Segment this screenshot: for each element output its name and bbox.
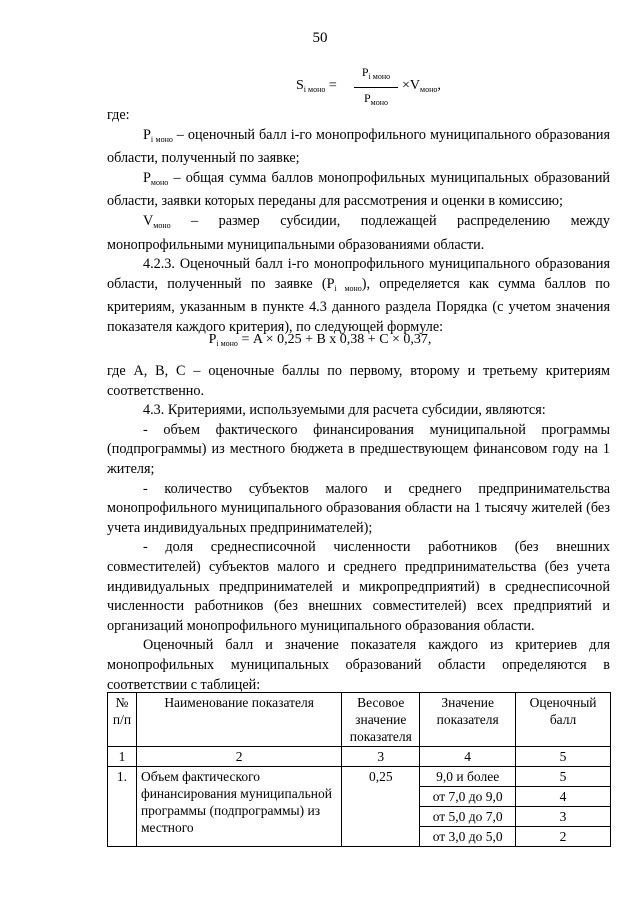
body-text-bottom <box>107 362 610 695</box>
definition-p-i-mono: $P_{i моно}$ – оценочный балл i-го монопрофильного муниципального образования области, полученный по заявке; <box>107 126 610 167</box>
indicator-name: Объем фактического финансирования муниципальной программы (подпрограммы) из местного <box>136 767 341 847</box>
where-label: где: <box>107 107 130 123</box>
formula-numerator: $P_{i моно}$ <box>361 65 391 81</box>
header-value: Значение показателя <box>420 693 516 747</box>
formula-lhs: $S_{i моно}$ = <box>296 78 337 94</box>
indicator-value: 9,0 и более <box>420 767 516 787</box>
criterion-3: - доля среднесписочной численности работников (без внешних совместителей) субъектов малого и среднего предпринимательства (без учета индивидуальных предпринимателей и микропредприятий) в среднесписочной численности работников (без внешних совместителей) всех предприятий и организаций монопрофильного муниципального образования области. <box>107 539 610 634</box>
indicator-weight: 0,25 <box>342 767 420 847</box>
column-number: 3 <box>342 747 420 767</box>
page-number: 50 <box>312 30 328 46</box>
indicator-value: от 3,0 до 5,0 <box>420 827 516 847</box>
paragraph-4-2-3: 4.2.3. Оценочный балл i-го монопрофильного муниципального образования области, полученный по заявке $(P_{i моно})$, определяется как сумма баллов по критериям, указанным в пункте 4.3 данного раздела Порядка (с учетом значения показателя каждого критерия), по следующей формуле: <box>107 256 610 335</box>
criterion-2: - количество субъектов малого и среднего предпринимательства монопрофильного муниципального образования области на 1 тысячу жителей (без учета индивидуальных предпринимателей); <box>107 480 610 536</box>
fraction-line <box>354 87 398 88</box>
paragraph-abc: где A, B, C – оценочные баллы по первому, второму и третьему критериям соответственно. <box>107 363 610 399</box>
indicator-score: 2 <box>516 827 611 847</box>
column-number: 5 <box>516 747 611 767</box>
definition-v-mono: $V_{моно}$ – размер субсидии, подлежащей распределению между монопрофильными муниципальными образованиями области. <box>107 212 610 253</box>
table-number-row <box>108 747 611 767</box>
criterion-1: - объем фактического финансирования муниципальной программы (подпрограммы) из местного бюджета в предшествующем финансовом году на 1 жителя; <box>107 421 610 477</box>
criteria-table <box>107 692 611 847</box>
formula-rhs: $\times V_{моно}$, <box>402 78 441 94</box>
definition-p-mono: $P_{моно}$ – общая сумма баллов монопрофильных муниципальных образований области, заявки которых переданы для рассмотрения и оценки в комиссию; <box>107 169 610 210</box>
header-score: Оценочный балл <box>516 693 611 747</box>
header-name: Наименование показателя <box>136 693 341 747</box>
formula-fraction <box>354 64 398 111</box>
row-number: 1. <box>108 767 137 847</box>
paragraph-4-3: 4.3. Критериями, используемыми для расчета субсидии, являются: <box>143 402 546 419</box>
indicator-value: от 7,0 до 9,0 <box>420 787 516 807</box>
indicator-value: от 5,0 до 7,0 <box>420 807 516 827</box>
indicator-score: 5 <box>516 767 611 787</box>
table-row <box>108 767 611 787</box>
header-weight: Весовое значение показателя <box>342 693 420 747</box>
formula-denominator: $P_{моно}$ <box>363 91 389 107</box>
score-formula: $P_{i моно} = A \times 0,25 + B$ x 0,38 + C × 0,37, <box>208 332 432 348</box>
table-header-row <box>108 693 611 747</box>
column-number: 2 <box>136 747 341 767</box>
column-number: 4 <box>420 747 516 767</box>
indicator-score: 4 <box>516 787 611 807</box>
header-num: № п/п <box>108 693 137 747</box>
paragraph-table-intro: Оценочный балл и значение показателя каждого из критериев для монопрофильных муниципальных образований области определяются в соответствии с таблицей: <box>107 637 610 693</box>
body-text-top <box>107 106 610 338</box>
indicator-score: 3 <box>516 807 611 827</box>
column-number: 1 <box>108 747 137 767</box>
